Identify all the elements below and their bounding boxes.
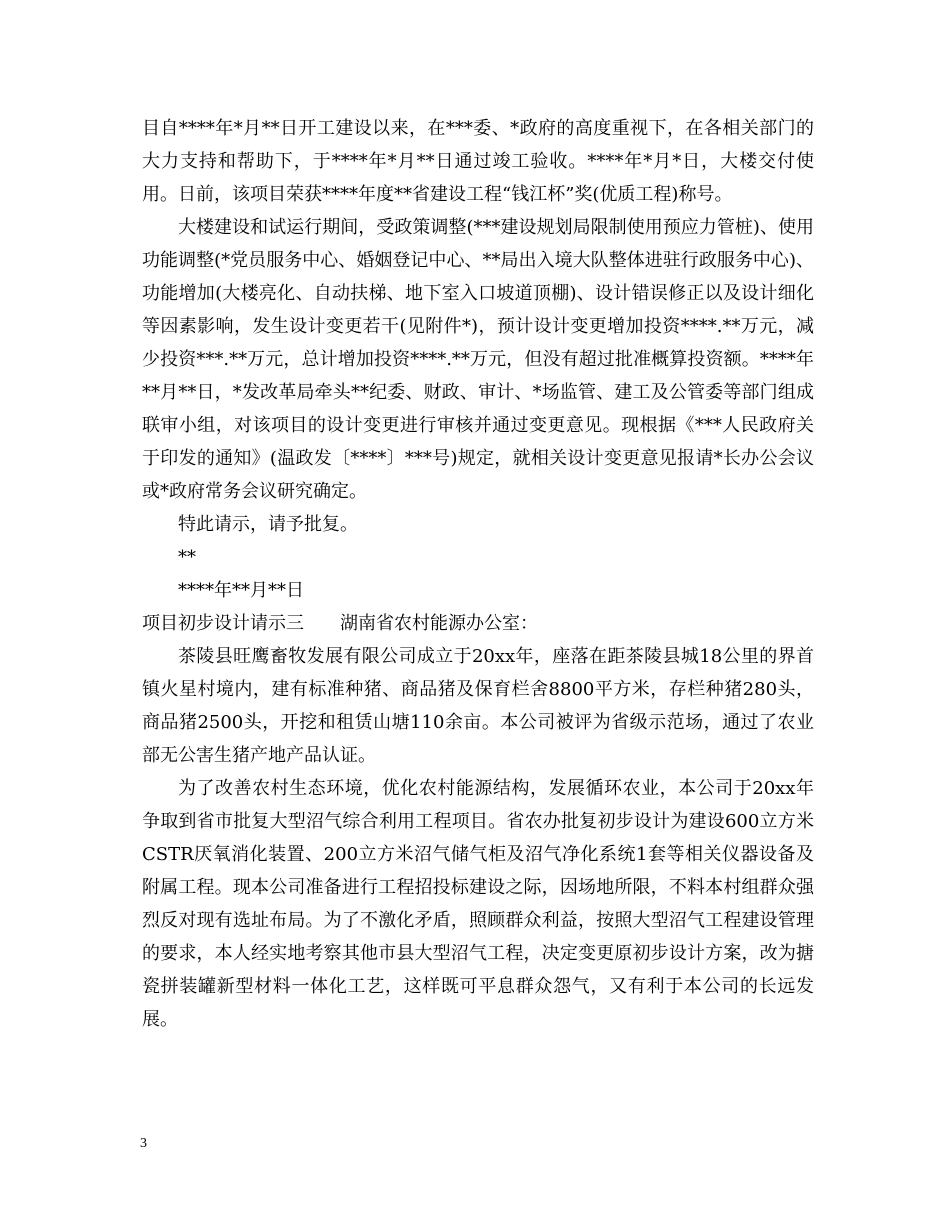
paragraph-request-approval: 特此请示，请予批复。 (178, 514, 358, 535)
document-body (142, 112, 814, 1036)
signature-organization: ** (178, 547, 196, 568)
paragraph-design-changes: 大楼建设和试运行期间，受政策调整(***建设规划局限制使用预应力管桩)、使用功能调整(*党员服务中心、婚姻登记中心、**局出入境大队整体进驻行政服务中心)、功能增加(大楼亮化、自动扶梯、地下室入口坡道顶棚)、设计错误修正以及设计细化等因素影响，发生设计变更若干(见附件*)，预计设计变更增加投资****.**万元，减少投资***.**万元，总计增加投资****.**万元，但没有超过批准概算投资额。****年**月**日，*发改革局牵头**纪委、财政、审计、*场监管、建工及公管委等部门组成联审小组，对该项目的设计变更进行审核并通过变更意见。现根据《***人民政府关于印发的通知》(温政发〔****〕***号)规定，就相关设计变更意见报请*长办公会议或*政府常务会议研究确定。 (142, 217, 814, 502)
paragraph-project-completion: 目自****年*月**日开工建设以来，在***委、*政府的高度重视下，在各相关部门的大力支持和帮助下，于****年*月**日通过竣工验收。****年*月*日，大楼交付使用。日前，该项目荣获****年度**省建设工程“钱江杯”奖(优质工程)称号。 (142, 118, 814, 205)
paragraph-company-intro: 茶陵县旺鹰畜牧发展有限公司成立于20xx年，座落在距茶陵县城18公里的界首镇火星村境内，建有标准种猪、商品猪及保育栏舍8800平方米，存栏种猪280头，商品猪2500头，开挖和租赁山塘110余亩。本公司被评为省级示范场，通过了农业部无公害生猪产地产品认证。 (142, 646, 814, 766)
section-heading-request-three: 项目初步设计请示三 湖南省农村能源办公室： (142, 613, 538, 634)
page-number: 3 (140, 1136, 147, 1151)
paragraph-biogas-project: 为了改善农村生态环境，优化农村能源结构，发展循环农业，本公司于20xx年争取到省市批复大型沼气综合利用工程项目。省农办批复初步设计为建设600立方米CSTR厌氧消化装置、200立方米沼气储气柜及沼气净化系统1套等相关仪器设备及附属工程。现本公司准备进行工程招投标建设之际，因场地所限，不料本村组群众强烈反对现有选址布局。为了不激化矛盾，照顾群众利益，按照大型沼气工程建设管理的要求，本人经实地考察其他市县大型沼气工程，决定变更原初步设计方案，改为搪瓷拼装罐新型材料一体化工艺，这样既可平息群众怨气，又有利于本公司的长远发展。 (142, 778, 814, 1030)
signature-date: ****年**月**日 (178, 580, 304, 601)
